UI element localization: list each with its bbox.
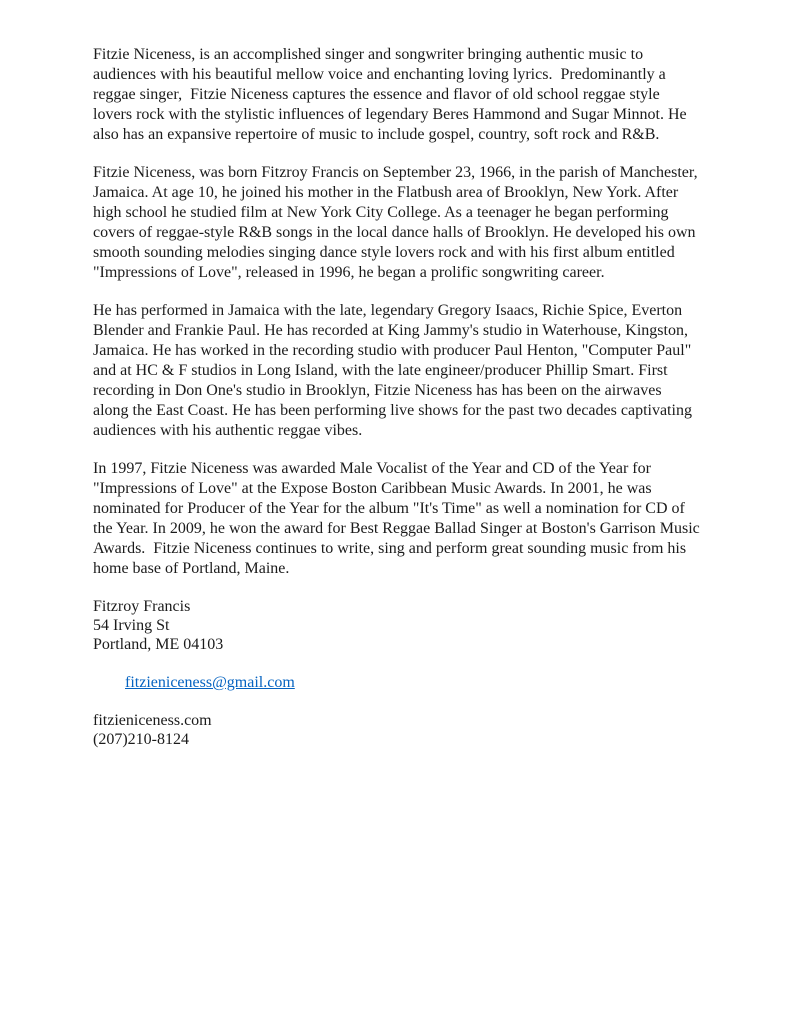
paragraph-awards: In 1997, Fitzie Niceness was awarded Male Vocalist of the Year and CD of the Year for "Impressions of Love" at the Expose Boston Caribbean Music Awards. In 2001, he was nominated for Producer of the Year for the album "It's Time" as well a nomination for CD of the Year. In 2009, he won the award for Best Reggae Ballad Singer at Boston's Garrison Music Awards. Fitzie Niceness continues to write, sing and perform great sounding music from his home base of Portland, Maine. bbox=[93, 460, 703, 577]
contact-street: 54 Irving St bbox=[93, 617, 170, 634]
website-text: fitzieniceness.com bbox=[93, 712, 212, 729]
phone-number: (207)210-8124 bbox=[93, 731, 189, 748]
document-body bbox=[93, 45, 701, 749]
contact-block bbox=[93, 597, 701, 749]
paragraph-performing-career: He has performed in Jamaica with the late, legendary Gregory Isaacs, Richie Spice, Everton Blender and Frankie Paul. He has recorded at King Jammy's studio in Waterhouse, Kingston, Jamaica. He has worked in the recording studio with producer Paul Henton, "Computer Paul" and at HC & F studios in Long Island, with the late engineer/producer Phillip Smart. First recording in Don One's studio in Brooklyn, Fitzie Niceness has has been on the airwaves along the East Coast. He has been performing live shows for the past two decades captivating audiences with his authentic reggae vibes. bbox=[93, 302, 696, 439]
paragraph-bio-intro: Fitzie Niceness, is an accomplished singer and songwriter bringing authentic music to audiences with his beautiful mellow voice and enchanting loving lyrics. Predominantly a reggae singer, Fitzie Niceness captures the essence and flavor of old school reggae style lovers rock with the stylistic influences of legendary Beres Hammond and Sugar Minnot. He also has an expansive repertoire of music to include gospel, country, soft rock and R&B. bbox=[93, 46, 691, 143]
paragraph-early-life: Fitzie Niceness, was born Fitzroy Francis on September 23, 1966, in the parish of Manchester, Jamaica. At age 10, he joined his mother in the Flatbush area of Brooklyn, New York. After high school he studied film at New York City College. As a teenager he began performing covers of reggae-style R&B songs in the local dance halls of Brooklyn. He developed his own smooth sounding melodies singing dance style lovers rock and with his first album entitled "Impressions of Love", released in 1996, he began a prolific songwriting career. bbox=[93, 164, 702, 281]
contact-city-state-zip: Portland, ME 04103 bbox=[93, 636, 224, 653]
email-link[interactable]: fitzieniceness@gmail.com bbox=[125, 674, 295, 691]
contact-name: Fitzroy Francis bbox=[93, 598, 191, 615]
